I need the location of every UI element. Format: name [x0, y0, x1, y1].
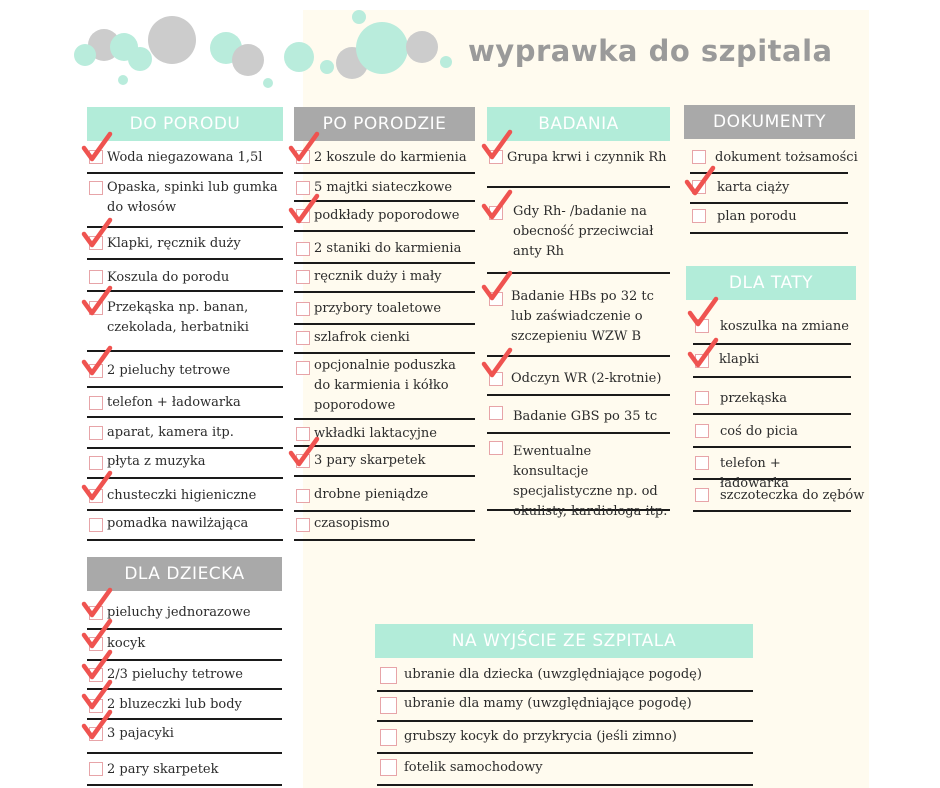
checkmark-icon: [687, 295, 719, 329]
checklist-item-dla-taty[interactable]: [693, 452, 851, 491]
checkbox[interactable]: [695, 391, 709, 405]
item-label: 3 pary skarpetek: [314, 453, 426, 468]
bubble: [356, 22, 408, 74]
checklist-item-dla-dziecka[interactable]: [87, 631, 282, 661]
item-label: 5 majtki siateczkowe: [314, 180, 453, 195]
header-badania: BADANIA: [487, 107, 670, 141]
checkmark-icon: [481, 269, 513, 303]
item-label: Ewentualne konsultacje specjalistyczne np. od okulisty, kardiologa itp.: [513, 444, 668, 519]
checkmark-icon: [81, 708, 113, 742]
checkbox[interactable]: [296, 302, 310, 316]
page-title: wyprawka do szpitala: [468, 34, 833, 68]
checklist-item-po-porodzie[interactable]: [294, 265, 475, 293]
item-label: 2 staniki do karmienia: [314, 241, 462, 256]
checklist-item-po-porodzie[interactable]: [294, 297, 475, 325]
checklist-item-po-porodzie[interactable]: [294, 326, 475, 354]
checklist-item-dla-dziecka[interactable]: [87, 758, 282, 786]
item-label: Odczyn WR (2-krotnie): [511, 371, 662, 386]
item-label: grubszy kocyk do przykrycia (jeśli zimno): [404, 729, 677, 744]
item-label: Opaska, spinki lub gumka do włosów: [107, 180, 278, 215]
item-label: Grupa krwi i czynnik Rh: [507, 150, 667, 165]
header-dla-dziecka: DLA DZIECKA: [87, 557, 282, 591]
checkbox[interactable]: [380, 759, 397, 776]
item-label: telefon + ładowarka: [720, 456, 789, 491]
header-na-wyjscie: NA WYJŚCIE ZE SZPITALA: [375, 624, 753, 658]
item-label: Przekąska np. banan, czekolada, herbatniki: [107, 300, 249, 335]
checklist-item-do-porodu[interactable]: [87, 513, 283, 541]
item-label: fotelik samochodowy: [404, 760, 543, 775]
checklist-item-badania[interactable]: [487, 146, 670, 188]
checklist-item-badania[interactable]: [487, 439, 670, 519]
item-label: szczoteczka do zębów: [720, 488, 865, 503]
checklist-item-po-porodzie[interactable]: [294, 449, 475, 477]
checklist-item-po-porodzie[interactable]: [294, 423, 475, 447]
checklist-item-po-porodzie[interactable]: [294, 144, 475, 174]
checklist-item-na-wyjscie[interactable]: [377, 692, 753, 722]
bubble: [352, 10, 366, 24]
checkmark-icon: [684, 164, 716, 198]
checklist-item-badania[interactable]: [487, 200, 670, 274]
checkmark-icon: [81, 586, 113, 620]
bubble: [232, 44, 264, 76]
item-label: dokument tożsamości: [715, 150, 858, 165]
item-label: plan porodu: [717, 209, 797, 224]
checklist-item-dla-taty[interactable]: [693, 387, 851, 415]
checklist-item-dla-taty[interactable]: [693, 420, 851, 448]
checklist-item-dokumenty[interactable]: [690, 176, 848, 204]
bubble: [148, 16, 196, 64]
checkmark-icon: [288, 192, 320, 226]
bubble: [263, 78, 273, 88]
checklist-item-do-porodu[interactable]: [87, 356, 283, 388]
checklist-item-na-wyjscie[interactable]: [377, 724, 753, 754]
item-label: 2 koszule do karmienia: [314, 150, 467, 165]
checkmark-icon: [81, 344, 113, 378]
checklist-item-na-wyjscie[interactable]: [377, 756, 753, 786]
checkmark-icon: [81, 648, 113, 682]
checkmark-icon: [81, 216, 113, 250]
bubble: [284, 42, 314, 72]
checkbox[interactable]: [380, 697, 397, 714]
item-label: koszulka na zmiane: [720, 319, 849, 334]
checklist-item-badania[interactable]: [487, 404, 670, 434]
checklist-item-badania[interactable]: [487, 287, 670, 357]
checkmark-icon: [81, 678, 113, 712]
item-label: kocyk: [107, 636, 146, 651]
checklist-item-do-porodu[interactable]: [87, 421, 283, 449]
checklist-item-dla-taty[interactable]: [693, 348, 851, 378]
checkbox[interactable]: [296, 518, 310, 532]
item-label: podkłady poporodowe: [314, 208, 460, 223]
checklist-item-do-porodu[interactable]: [87, 230, 283, 260]
checklist-item-dla-dziecka[interactable]: [87, 662, 282, 690]
bubble: [128, 47, 152, 71]
checklist-item-do-porodu[interactable]: [87, 144, 283, 174]
checklist-item-dla-dziecka[interactable]: [87, 600, 282, 630]
item-label: wkładki laktacyjne: [314, 426, 437, 441]
item-label: ubranie dla dziecka (uwzględniające pogodę): [404, 667, 702, 682]
checkbox[interactable]: [89, 270, 103, 284]
checklist-item-dokumenty[interactable]: [690, 206, 848, 234]
checklist-item-do-porodu[interactable]: [87, 451, 283, 479]
header-dla-taty: DLA TATY: [686, 266, 856, 300]
bubble: [440, 56, 452, 68]
item-label: pomadka nawilżająca: [107, 516, 249, 531]
checklist-item-do-porodu[interactable]: [87, 176, 283, 228]
item-label: czasopismo: [314, 516, 390, 531]
item-label: 2 pieluchy tetrowe: [107, 363, 231, 378]
bubble: [406, 31, 438, 63]
item-label: telefon + ładowarka: [107, 395, 241, 410]
checkbox[interactable]: [89, 396, 103, 410]
item-label: szlafrok cienki: [314, 330, 410, 345]
checkmark-icon: [481, 346, 513, 380]
item-label: 2/3 pieluchy tetrowe: [107, 667, 243, 682]
checkmark-icon: [687, 336, 719, 370]
header-do-porodu: DO PORODU: [87, 107, 283, 141]
checkbox[interactable]: [89, 456, 103, 470]
checklist-item-do-porodu[interactable]: [87, 296, 283, 352]
checkbox[interactable]: [695, 456, 709, 470]
item-label: chusteczki higieniczne: [107, 488, 257, 503]
checklist-item-do-porodu[interactable]: [87, 483, 283, 511]
checklist-item-po-porodzie[interactable]: [294, 176, 475, 202]
checkbox[interactable]: [380, 667, 397, 684]
checkbox[interactable]: [695, 488, 709, 502]
item-label: Klapki, ręcznik duży: [107, 236, 241, 251]
bubble: [320, 60, 334, 74]
item-label: Gdy Rh- /badanie na obecność przeciwciał anty Rh: [513, 204, 654, 259]
item-label: aparat, kamera itp.: [107, 425, 234, 440]
item-label: pieluchy jednorazowe: [107, 605, 251, 620]
item-label: drobne pieniądze: [314, 487, 429, 502]
checkbox[interactable]: [695, 424, 709, 438]
checkbox[interactable]: [296, 242, 310, 256]
item-label: przybory toaletowe: [314, 301, 442, 316]
item-label: przekąska: [720, 391, 788, 406]
checkmark-icon: [81, 130, 113, 164]
checkmark-icon: [81, 617, 113, 651]
checkbox[interactable]: [89, 762, 103, 776]
item-label: płyta z muzyka: [107, 454, 206, 469]
item-label: 2 bluzeczki lub body: [107, 697, 242, 712]
checkbox[interactable]: [489, 406, 503, 420]
checklist-item-po-porodzie[interactable]: [294, 484, 475, 512]
item-label: Woda niegazowana 1,5l: [107, 150, 263, 165]
checkbox[interactable]: [296, 489, 310, 503]
checkmark-icon: [81, 284, 113, 318]
item-label: Badanie HBs po 32 tc lub zaświadczenie o szczepieniu WZW B: [511, 289, 654, 344]
checkbox[interactable]: [89, 518, 103, 532]
checklist-item-na-wyjscie[interactable]: [377, 662, 753, 692]
checklist-item-po-porodzie[interactable]: [294, 356, 475, 420]
item-label: karta ciąży: [717, 180, 790, 195]
item-label: klapki: [719, 352, 760, 367]
checkbox[interactable]: [296, 361, 310, 375]
item-label: ręcznik duży i mały: [314, 269, 442, 284]
checkbox[interactable]: [296, 331, 310, 345]
checkbox[interactable]: [380, 729, 397, 746]
checkbox[interactable]: [296, 270, 310, 284]
header-po-porodzie: PO PORODZIE: [294, 107, 475, 141]
header-dokumenty: DOKUMENTY: [684, 105, 855, 139]
checklist-item-dla-taty[interactable]: [693, 484, 865, 512]
item-label: Koszula do porodu: [107, 270, 230, 285]
item-label: Badanie GBS po 35 tc: [513, 409, 658, 424]
item-label: coś do picia: [720, 424, 798, 439]
checklist-item-po-porodzie[interactable]: [294, 204, 475, 232]
checkbox[interactable]: [489, 441, 503, 455]
checkmark-icon: [81, 469, 113, 503]
bubble: [118, 75, 128, 85]
checkmark-icon: [288, 130, 320, 164]
checklist-item-do-porodu[interactable]: [87, 390, 283, 418]
checkmark-icon: [481, 188, 513, 222]
bubble: [74, 44, 96, 66]
checklist-item-do-porodu[interactable]: [87, 264, 283, 292]
checklist-item-po-porodzie[interactable]: [294, 513, 475, 541]
checklist-item-po-porodzie[interactable]: [294, 236, 475, 264]
checklist-item-badania[interactable]: [487, 366, 670, 396]
checkbox[interactable]: [692, 209, 706, 223]
item-label: ubranie dla mamy (uwzględniające pogodę): [404, 696, 692, 711]
item-label: opcjonalnie poduszka do karmienia i kółko poporodowe: [314, 358, 456, 413]
checkmark-icon: [481, 128, 513, 162]
checklist-item-dla-dziecka[interactable]: [87, 722, 282, 754]
checkbox[interactable]: [89, 181, 103, 195]
checkbox[interactable]: [692, 150, 706, 164]
item-label: 3 pajacyki: [107, 726, 174, 741]
checklist-item-dla-dziecka[interactable]: [87, 694, 282, 720]
checkbox[interactable]: [89, 426, 103, 440]
checkmark-icon: [288, 435, 320, 469]
item-label: 2 pary skarpetek: [107, 762, 219, 777]
